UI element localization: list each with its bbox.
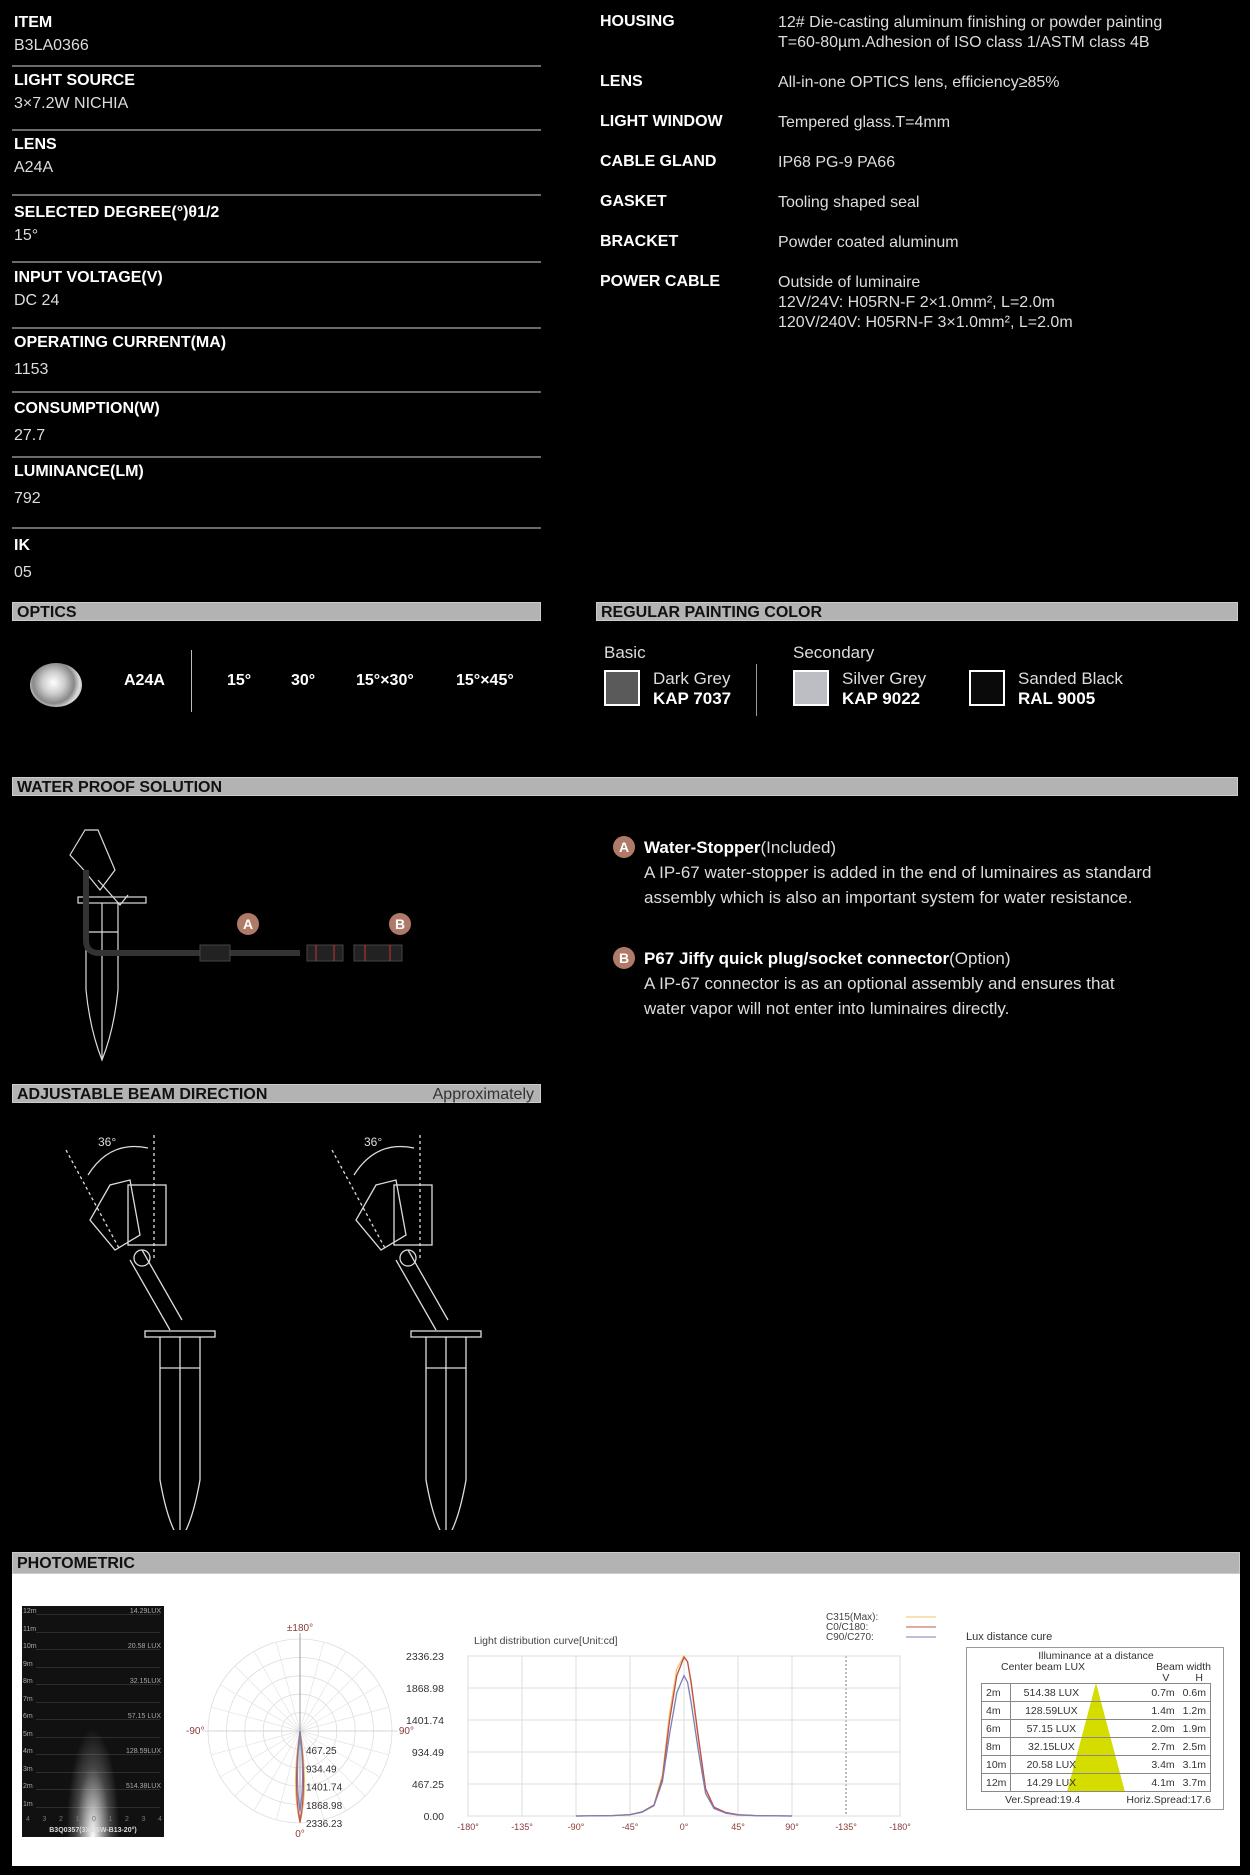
center-beam-label: Center beam LUX <box>1001 1661 1086 1673</box>
render-distance: 12m <box>23 1608 37 1615</box>
spec-label: POWER CABLE <box>600 273 720 290</box>
badge-b: B <box>613 947 635 969</box>
spec-label: CABLE GLAND <box>600 153 717 170</box>
vh-header <box>981 1673 1211 1683</box>
render-lux: 14.29LUX <box>129 1608 161 1615</box>
h-width: 3.7m <box>1179 1774 1211 1792</box>
render-gridline <box>36 1807 160 1808</box>
spec-divider <box>12 261 541 263</box>
spec-value: DC 24 <box>14 292 60 309</box>
polar-ring-label: 2336.23 <box>306 1819 343 1831</box>
v-width: 0.7m <box>1147 1684 1178 1702</box>
polar-spoke <box>220 1731 300 1777</box>
spec-value: 12# Die-casting aluminum finishing or powder painting <box>778 14 1163 31</box>
render-distance: 2m <box>23 1783 33 1790</box>
distance: 8m <box>982 1738 1011 1756</box>
color-name: Silver Grey <box>842 669 927 688</box>
polar-spoke <box>254 1651 300 1731</box>
adjustable-spike-drawing <box>60 1110 280 1530</box>
render-lux: 57.15 LUX <box>127 1713 161 1720</box>
polar-label-bottom: 0° <box>295 1829 305 1840</box>
h-width: 1.9m <box>1179 1720 1211 1738</box>
distance: 4m <box>982 1702 1011 1720</box>
polar-spoke <box>300 1642 324 1731</box>
spec-label: GASKET <box>600 193 667 210</box>
render-distance: 8m <box>23 1678 33 1685</box>
waterproof-item-title <box>644 835 836 860</box>
spec-label: LIGHT WINDOW <box>600 113 723 130</box>
spec-value: 1153 <box>14 361 49 378</box>
distance: 6m <box>982 1720 1011 1738</box>
v-label: V <box>1162 1672 1170 1684</box>
spec-value: 27.7 <box>14 427 46 444</box>
render-lux: 128.59LUX <box>125 1748 161 1755</box>
render-gridline <box>36 1632 160 1633</box>
y-tick-label: 1868.98 <box>406 1683 444 1695</box>
lux-row <box>982 1702 1211 1720</box>
beam-title: ADJUSTABLE BEAM DIRECTION <box>17 1086 268 1103</box>
render-lux: 32.15LUX <box>129 1678 161 1685</box>
lux-value: 14.29 LUX <box>1011 1774 1147 1792</box>
spec-label: SELECTED DEGREE(°)θ1/2 <box>14 204 220 221</box>
polar-spoke <box>235 1731 300 1796</box>
spec-divider <box>12 129 541 131</box>
spec-value: Tempered glass.T=4mm <box>778 114 951 131</box>
beam-angle-label: 36° <box>364 1135 383 1149</box>
spec-label: INPUT VOLTAGE(V) <box>14 269 163 286</box>
spec-label: IK <box>14 537 30 554</box>
render-distance: 10m <box>23 1643 37 1650</box>
painting-divider <box>756 664 757 716</box>
polar-spoke <box>235 1666 300 1731</box>
polar-label-left: -90° <box>186 1726 205 1737</box>
spec-label: LENS <box>14 136 57 153</box>
polar-spoke <box>300 1707 389 1731</box>
lux-title: Lux distance cure <box>966 1631 1053 1643</box>
optics-header: OPTICS <box>12 602 541 621</box>
polar-ring-label: 934.49 <box>306 1764 337 1776</box>
render-gridline <box>36 1737 160 1738</box>
optic-angle: 15°×45° <box>456 672 514 689</box>
polar-ring-label: 1401.74 <box>306 1782 343 1794</box>
x-tick-label: -135° <box>511 1822 533 1832</box>
distance: 12m <box>982 1774 1011 1792</box>
polar-spoke <box>276 1642 300 1731</box>
polar-label-right: 90° <box>398 1726 414 1737</box>
painting-header: REGULAR PAINTING COLOR <box>596 602 1238 621</box>
lux-row <box>982 1738 1211 1756</box>
polar-spoke <box>300 1651 346 1731</box>
spec-divider <box>12 194 541 196</box>
x-tick-label: -180° <box>889 1822 911 1832</box>
beam-header <box>12 1084 541 1103</box>
h-width: 1.2m <box>1179 1702 1211 1720</box>
color-code: RAL 9005 <box>1018 689 1096 708</box>
lux-value: 20.58 LUX <box>1011 1756 1147 1774</box>
spec-label: LIGHT SOURCE <box>14 72 135 89</box>
waterproof-drawing <box>20 810 500 1070</box>
polar-label-top: ±180° <box>286 1623 314 1634</box>
render-distance: 5m <box>23 1730 33 1738</box>
badge-a: A <box>613 836 635 858</box>
spec-value: Outside of luminaire <box>778 274 921 291</box>
marker-a: A <box>237 913 259 935</box>
spec-label: LENS <box>600 73 643 90</box>
distance: 2m <box>982 1684 1011 1702</box>
lux-value: 57.15 LUX <box>1011 1720 1147 1738</box>
optic-angle: 30° <box>291 672 316 689</box>
item-suffix: (Included) <box>760 838 837 857</box>
item-suffix: (Option) <box>949 949 1011 968</box>
render-lux: 20.58 LUX <box>127 1643 161 1650</box>
h-width: 2.5m <box>1179 1738 1211 1756</box>
v-width: 2.0m <box>1147 1720 1178 1738</box>
lens-image <box>30 663 82 707</box>
render-x-tick: 1 <box>108 1816 113 1823</box>
spec-value: 792 <box>14 490 41 507</box>
render-gridline <box>36 1702 160 1703</box>
render-distance: 11m <box>23 1625 37 1633</box>
render-x-tick: 4 <box>26 1816 30 1823</box>
polar-spoke <box>300 1666 365 1731</box>
lux-value: 128.59LUX <box>1011 1702 1147 1720</box>
x-tick-label: 90° <box>785 1822 799 1832</box>
beam-angle-label: 36° <box>98 1135 117 1149</box>
polar-spoke <box>254 1731 300 1811</box>
spec-divider <box>12 327 541 329</box>
x-tick-label: -90° <box>567 1822 585 1832</box>
v-width: 3.4m <box>1147 1756 1178 1774</box>
x-tick-label: 45° <box>731 1822 745 1832</box>
x-tick-label: -45° <box>621 1822 639 1832</box>
y-tick-label: 1401.74 <box>406 1715 444 1727</box>
h-label: H <box>1195 1672 1203 1684</box>
spec-value: Powder coated aluminum <box>778 234 959 251</box>
color-swatch <box>793 670 829 706</box>
color-code: KAP 7037 <box>653 689 732 708</box>
v-width: 2.7m <box>1147 1738 1178 1756</box>
x-tick-label: -180° <box>457 1822 479 1832</box>
adjustable-spike-drawing <box>326 1110 546 1530</box>
render-gridline <box>36 1772 160 1773</box>
spec-value: IP68 PG-9 PA66 <box>778 154 896 171</box>
beam-note: Approximately <box>432 1086 534 1103</box>
polar-ring-label: 1868.98 <box>306 1800 343 1812</box>
x-tick-label: -135° <box>835 1822 857 1832</box>
render-distance: 4m <box>23 1748 33 1755</box>
ver-spread: Ver.Spread:19.4 <box>1005 1794 1081 1806</box>
lux-header: Illuminance at a distance <box>1038 1650 1154 1662</box>
v-width: 4.1m <box>1147 1774 1178 1792</box>
hor-spread: Horiz.Spread:17.6 <box>1126 1794 1211 1806</box>
spec-label: ITEM <box>14 14 53 31</box>
render-x-tick: 3 <box>42 1816 47 1823</box>
render-distance: 7m <box>23 1695 33 1703</box>
secondary-label: Secondary <box>793 643 875 662</box>
color-swatch <box>969 670 1005 706</box>
spec-divider <box>12 456 541 458</box>
y-tick-label: 0.00 <box>423 1811 444 1823</box>
color-swatch <box>604 670 640 706</box>
spec-divider <box>12 527 541 529</box>
spec-value: B3LA0366 <box>14 37 89 54</box>
render-distance: 9m <box>23 1660 33 1668</box>
polar-chart <box>180 1615 420 1845</box>
polar-ring-label: 467.25 <box>306 1746 337 1757</box>
lux-row <box>982 1720 1211 1738</box>
render-x-tick: 4 <box>158 1816 162 1823</box>
optic-angle: 15°×30° <box>356 672 414 689</box>
polar-spoke <box>300 1685 380 1731</box>
render-lux: 514.38LUX <box>125 1783 161 1790</box>
spec-value: T=60-80µm.Adhesion of ISO class 1/ASTM class 4B <box>778 34 1150 51</box>
spec-value: 3×7.2W NICHIA <box>14 95 129 112</box>
optics-divider <box>191 650 192 712</box>
legend-label: C0/C180: <box>826 1622 869 1633</box>
spec-value: A24A <box>14 159 54 176</box>
distance: 10m <box>982 1756 1011 1774</box>
render-gridline <box>36 1667 160 1668</box>
polar-spoke <box>211 1731 300 1755</box>
spec-label: LUMINANCE(LM) <box>14 463 144 480</box>
h-width: 0.6m <box>1179 1684 1211 1702</box>
light-distribution-chart <box>390 1600 950 1840</box>
spec-label: OPERATING CURRENT(MA) <box>14 334 227 351</box>
marker-b: B <box>389 913 411 935</box>
lux-value: 32.15LUX <box>1011 1738 1147 1756</box>
lux-row <box>982 1684 1211 1702</box>
x-tick-label: 0° <box>679 1822 689 1832</box>
chart-title: Light distribution curve[Unit:cd] <box>474 1635 618 1647</box>
spec-divider <box>12 65 541 67</box>
y-tick-label: 2336.23 <box>406 1651 444 1663</box>
render-x-tick: 3 <box>141 1816 146 1823</box>
optic-angle: 15° <box>227 672 252 689</box>
spec-label: CONSUMPTION(W) <box>14 400 160 417</box>
h-width: 3.1m <box>1179 1756 1211 1774</box>
waterproof-header: WATER PROOF SOLUTION <box>12 777 1238 796</box>
render-x-tick: 1 <box>75 1816 80 1823</box>
render-x-tick: 2 <box>59 1816 63 1823</box>
polar-spoke <box>211 1707 300 1731</box>
item-description: A IP-67 connector is as an optional assembly and ensures that <box>644 974 1115 993</box>
y-tick-label: 934.49 <box>411 1747 444 1759</box>
spec-value: 120V/240V: H05RN-F 3×1.0mm², L=2.0m <box>778 314 1073 331</box>
lux-table <box>981 1683 1211 1792</box>
legend-label: C90/C270: <box>826 1632 874 1643</box>
lux-distance-panel <box>966 1631 1224 1810</box>
lens-name: A24A <box>124 672 165 689</box>
render-distance: 1m <box>23 1800 33 1808</box>
lux-row <box>982 1756 1211 1774</box>
render-distance: 3m <box>23 1765 33 1773</box>
spec-value: All-in-one OPTICS lens, efficiency≥85% <box>778 74 1060 91</box>
spec-value: 15° <box>14 227 39 244</box>
y-tick-label: 467.25 <box>411 1779 444 1791</box>
item-description: assembly which is also an important system for water resistance. <box>644 888 1133 907</box>
spec-label: BRACKET <box>600 233 679 250</box>
color-code: KAP 9022 <box>842 689 921 708</box>
lux-value: 514.38 LUX <box>1011 1684 1147 1702</box>
item-description: water vapor will not enter into luminaires directly. <box>644 999 1010 1018</box>
lux-row <box>982 1774 1211 1792</box>
spec-value: Tooling shaped seal <box>778 194 920 211</box>
photometric-header: PHOTOMETRIC <box>12 1552 1240 1574</box>
lux-subheader <box>981 1662 1211 1673</box>
render-caption: B3Q0357(3X1.5W-B13-20°) <box>49 1827 137 1834</box>
v-width: 1.4m <box>1147 1702 1178 1720</box>
beam-render <box>22 1606 164 1837</box>
color-name: Sanded Black <box>1018 669 1123 688</box>
basic-label: Basic <box>604 643 646 662</box>
color-name: Dark Grey <box>653 669 731 688</box>
spec-value: 12V/24V: H05RN-F 2×1.0mm², L=2.0m <box>778 294 1055 311</box>
waterproof-item-title <box>644 946 1011 971</box>
spec-label: HOUSING <box>600 13 675 30</box>
spec-divider <box>12 391 541 393</box>
render-x-tick: 2 <box>125 1816 129 1823</box>
spec-value: 05 <box>14 564 32 581</box>
spread-row <box>981 1792 1211 1806</box>
render-x-tick: 0 <box>92 1816 96 1823</box>
item-description: A IP-67 water-stopper is added in the end of luminaires as standard <box>644 863 1152 882</box>
item-title: P67 Jiffy quick plug/socket connector <box>644 949 950 968</box>
polar-spoke <box>220 1685 300 1731</box>
legend-label: C315(Max): <box>826 1612 879 1623</box>
item-title: Water-Stopper <box>644 838 761 857</box>
render-distance: 6m <box>23 1713 33 1720</box>
lux-box <box>966 1647 1224 1810</box>
beam-width-label: Beam width <box>1156 1661 1211 1673</box>
